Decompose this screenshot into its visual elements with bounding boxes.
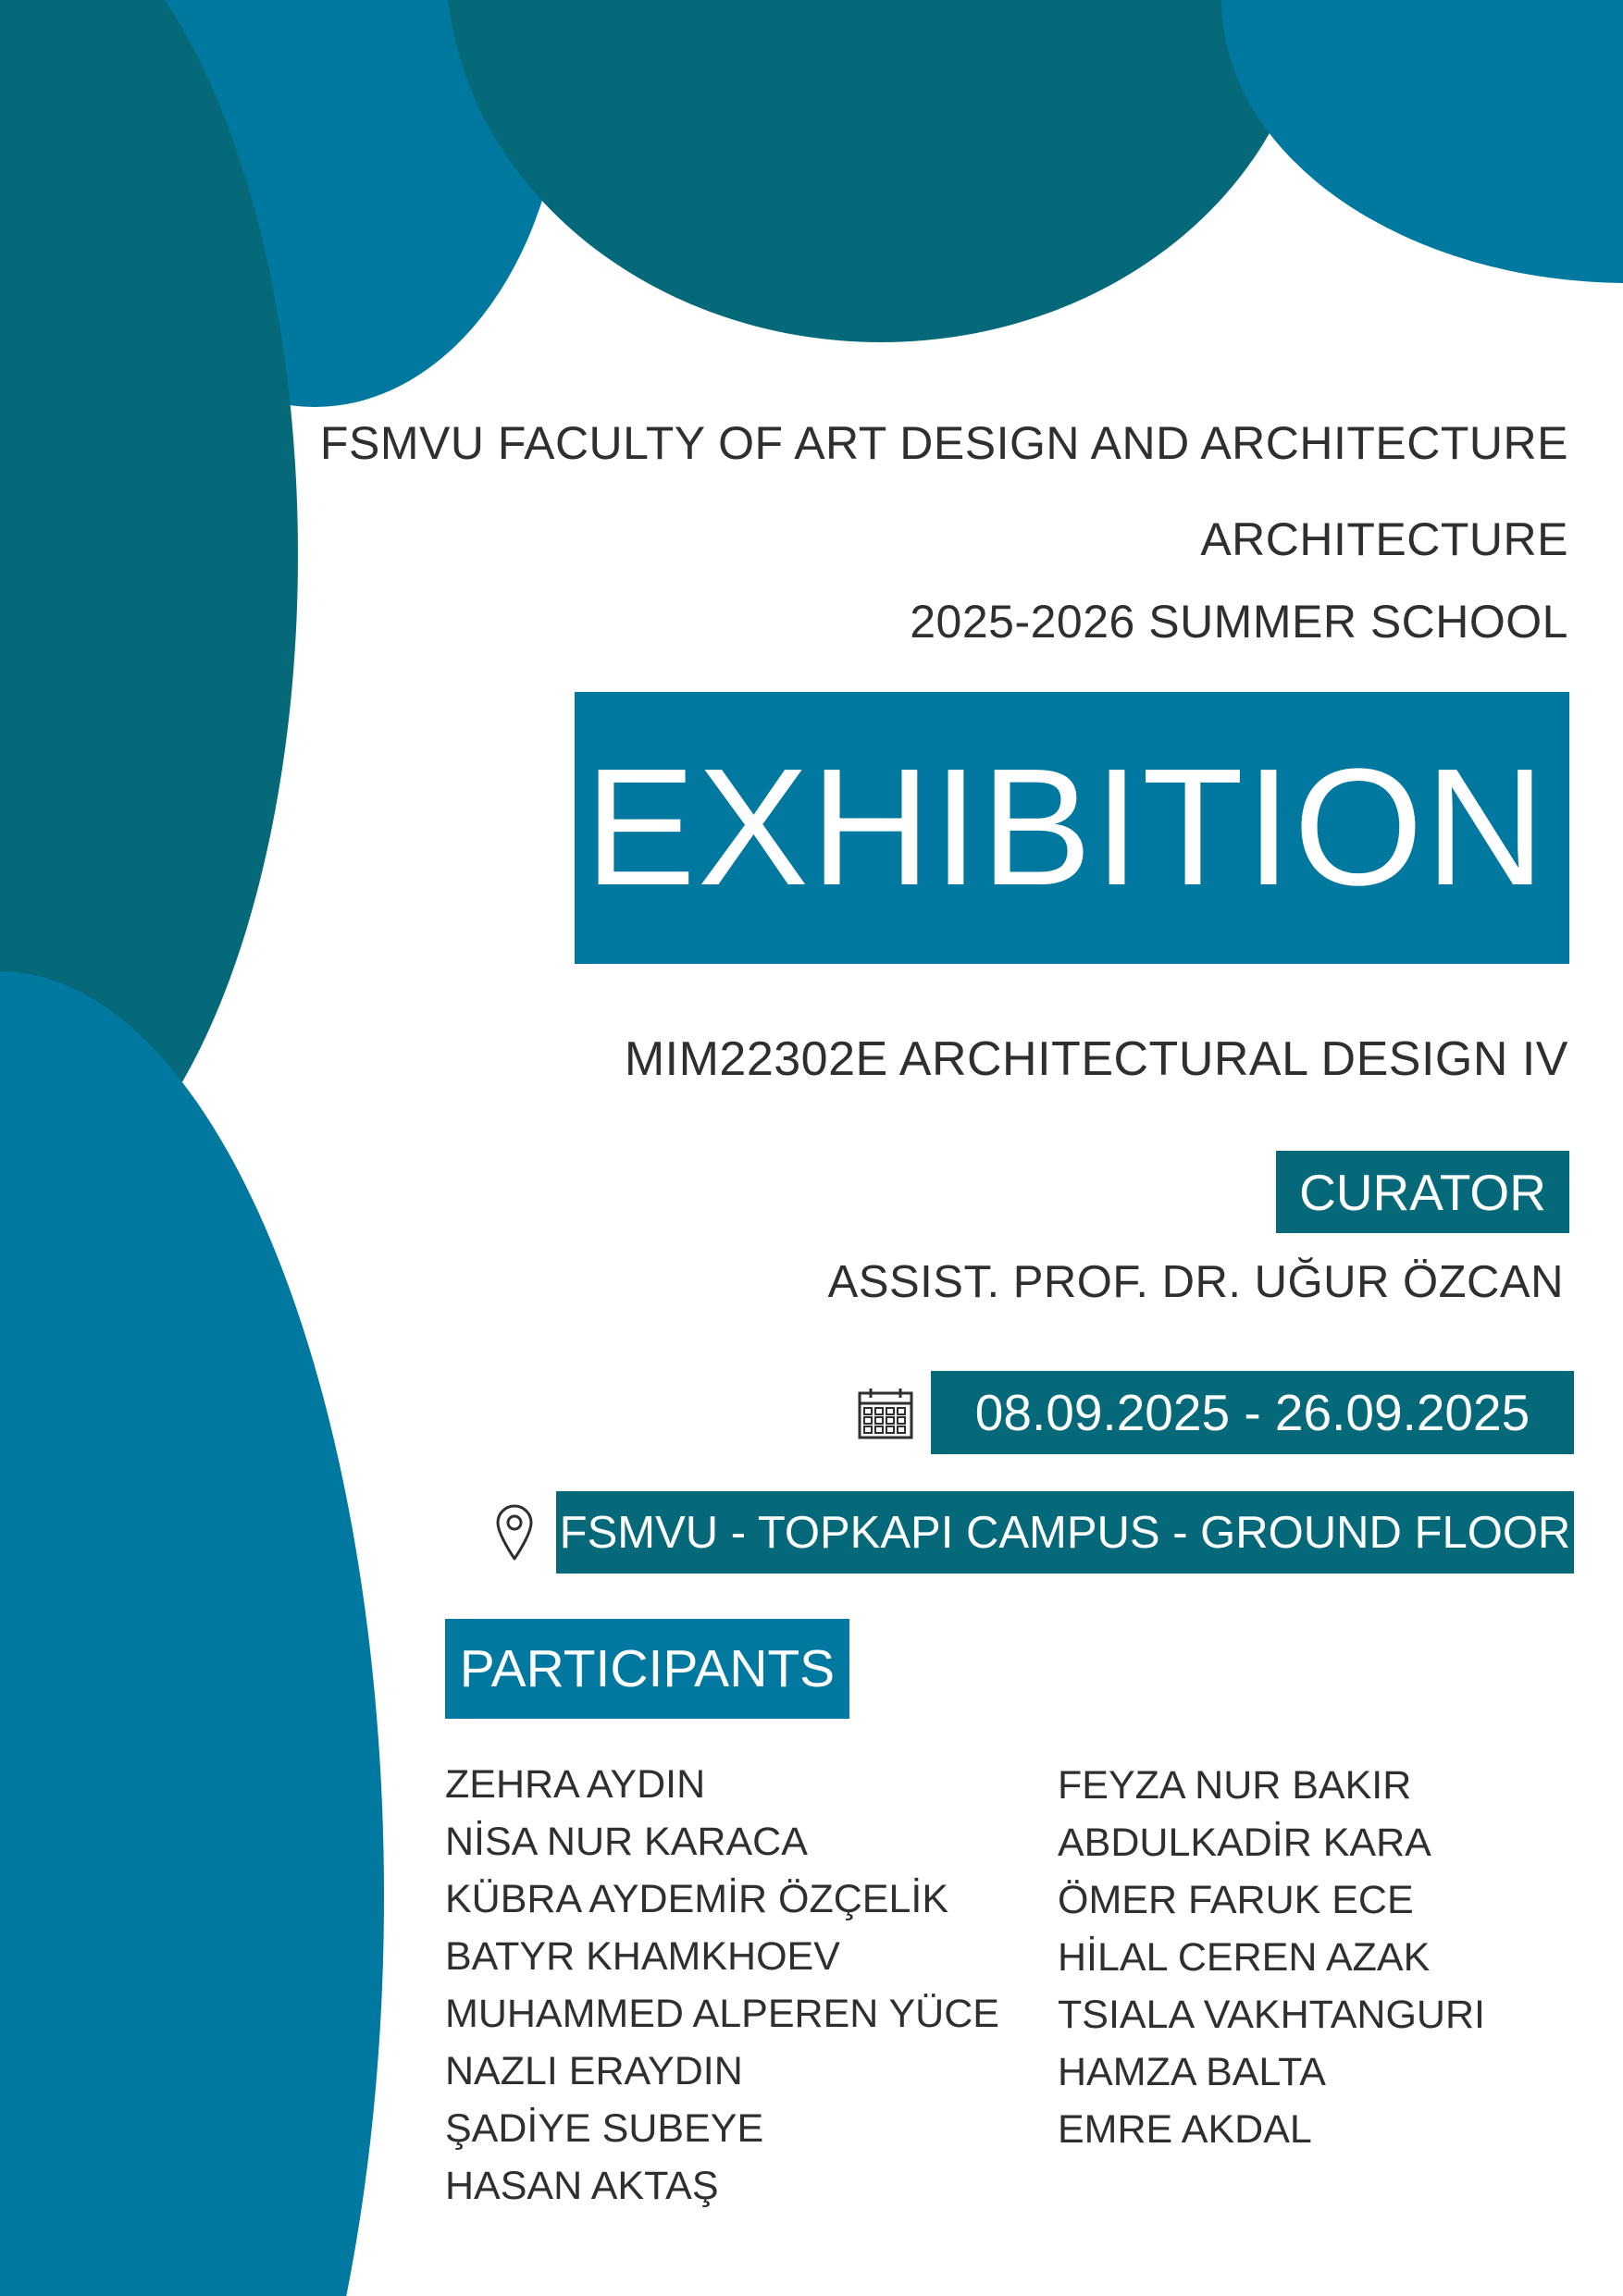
title-banner	[575, 692, 1569, 964]
shape-bottom-left	[0, 971, 384, 2296]
exhibition-dates: 08.09.2025 - 26.09.2025	[931, 1371, 1574, 1454]
list-item: NİSA NUR KARACA	[445, 1820, 808, 1864]
participants-label: PARTICIPANTS	[445, 1619, 849, 1719]
curator-name: ASSIST. PROF. DR. UĞUR ÖZCAN	[827, 1257, 1564, 1307]
department-name: ARCHITECTURE	[1200, 513, 1568, 565]
list-item: MUHAMMED ALPEREN YÜCE	[445, 1992, 999, 2036]
program-name: 2025-2026 SUMMER SCHOOL	[910, 596, 1568, 648]
participants-list-right	[1058, 1757, 1485, 2158]
list-item: ABDULKADİR KARA	[1058, 1821, 1431, 1865]
shape-top-right	[1221, 0, 1623, 283]
list-item: FEYZA NUR BAKIR	[1058, 1763, 1412, 1808]
list-item: ZEHRA AYDIN	[445, 1762, 706, 1807]
list-item: HİLAL CEREN AZAK	[1058, 1935, 1431, 1980]
shape-top-center	[446, 0, 1316, 342]
course-title: MIM22302E ARCHITECTURAL DESIGN IV	[624, 1032, 1568, 1086]
list-item: BATYR KHAMKHOEV	[445, 1934, 840, 1979]
page-title: EXHIBITION	[584, 734, 1547, 920]
list-item: HAMZA BALTA	[1058, 2050, 1326, 2094]
list-item: TSIALA VAKHTANGURI	[1058, 1993, 1485, 2037]
map-pin-icon	[495, 1503, 534, 1561]
list-item: HASAN AKTAŞ	[445, 2164, 719, 2208]
list-item: NAZLI ERAYDIN	[445, 2049, 743, 2093]
faculty-name: FSMVU FACULTY OF ART DESIGN AND ARCHITECTURE	[319, 417, 1568, 469]
list-item: EMRE AKDAL	[1058, 2107, 1312, 2152]
participants-list-left	[445, 1756, 999, 2215]
curator-label: CURATOR	[1276, 1151, 1569, 1233]
list-item: ŞADİYE SUBEYE	[445, 2106, 764, 2151]
list-item: ÖMER FARUK ECE	[1058, 1878, 1414, 1922]
exhibition-location: FSMVU - TOPKAPI CAMPUS - GROUND FLOOR	[556, 1491, 1574, 1574]
calendar-icon	[858, 1388, 913, 1439]
list-item: KÜBRA AYDEMİR ÖZÇELİK	[445, 1877, 949, 1921]
